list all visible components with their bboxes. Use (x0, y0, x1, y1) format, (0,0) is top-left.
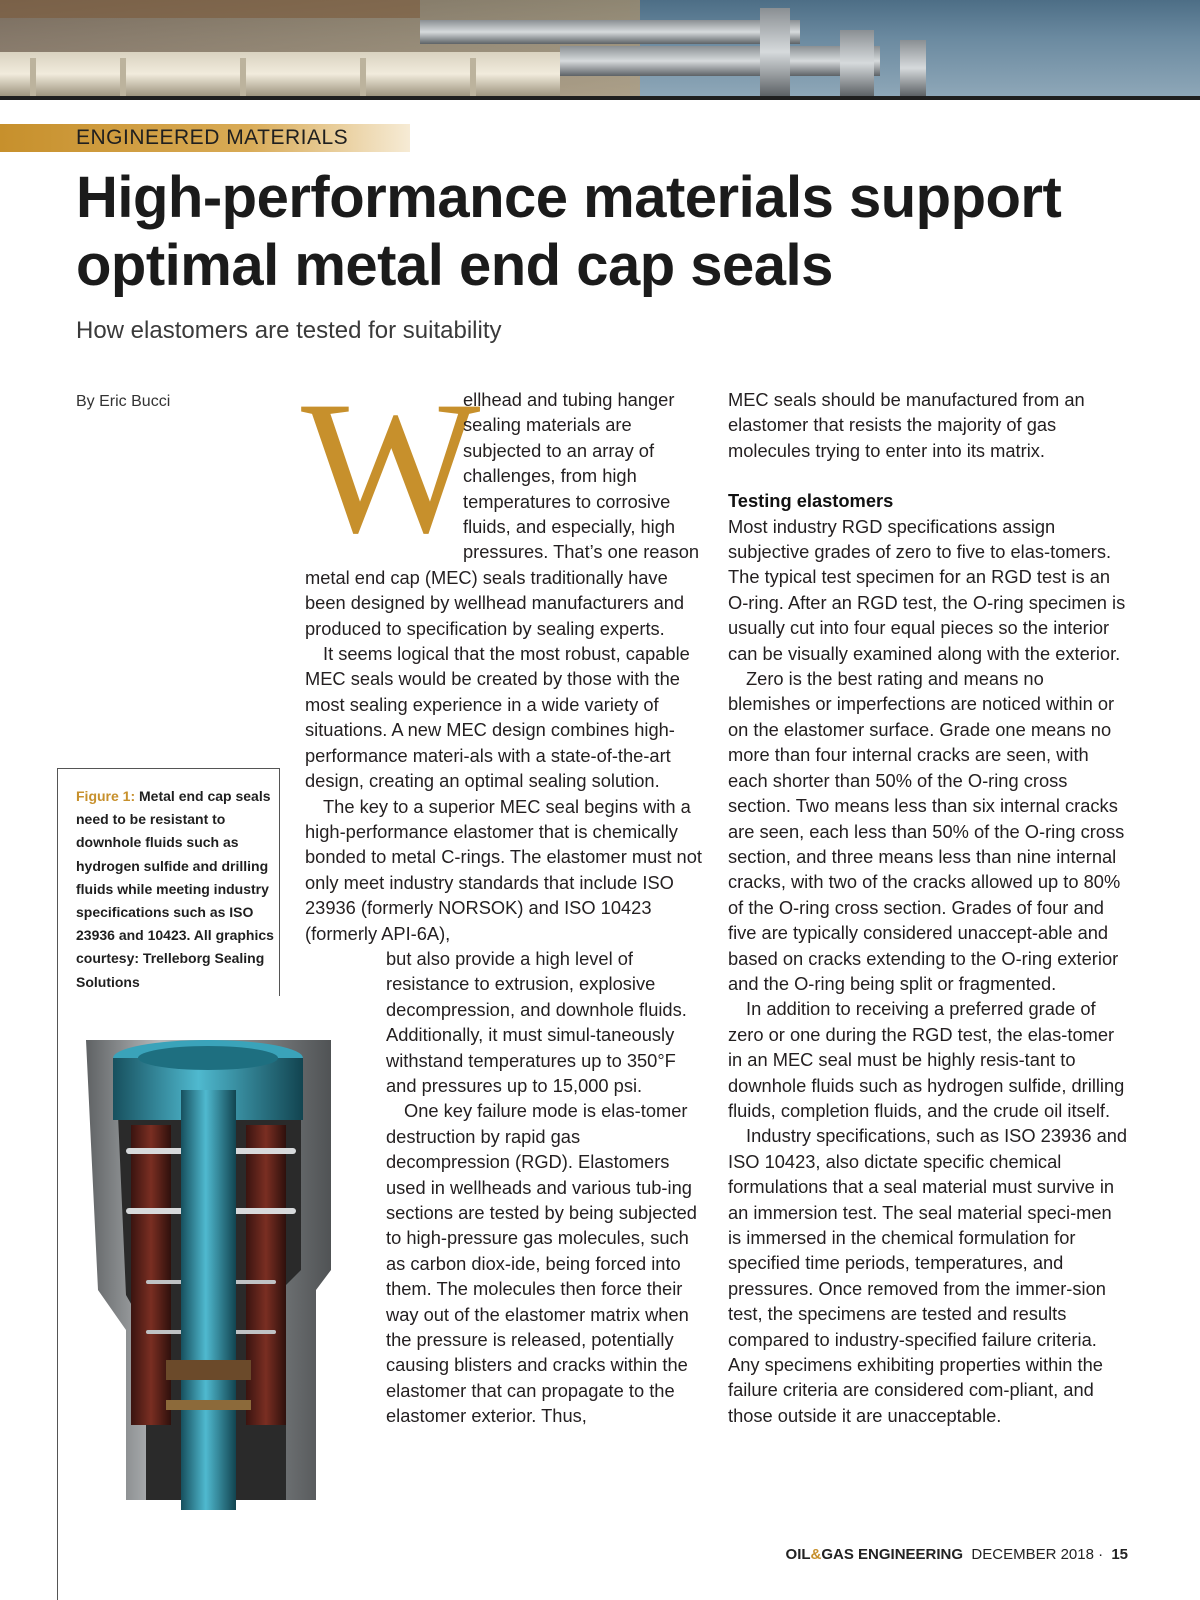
figure-label: Figure 1: (76, 788, 136, 804)
byline: By Eric Bucci (76, 393, 171, 410)
footer-separator: · (1098, 1546, 1104, 1563)
section-tag (0, 124, 410, 152)
brand-part-2: GAS ENGINEERING (821, 1546, 964, 1563)
section-heading-testing: Testing elastomers (728, 490, 894, 512)
drop-cap: W (301, 363, 481, 573)
article-column-2 (728, 387, 1128, 1428)
section-tag-label: ENGINEERED MATERIALS (76, 126, 349, 149)
subtitle: How elastomers are tested for suitability (76, 317, 502, 344)
issue-date: DECEMBER 2018 (971, 1546, 1094, 1563)
paragraph-6: Most industry RGD specifications assign subjective grades of zero to five to elas-tomers. The typical test specimen for an RGD test is an O-ring. After an RGD test, the O-ring specimen is usually cut into four equal pieces so the interior can be visually examined along with the exterior. (728, 515, 1126, 664)
publication-name (786, 1546, 964, 1563)
paragraph-5: MEC seals should be manufactured from an elastomer that resists the majority of gas molecules trying to enter into its matrix. (728, 389, 1085, 461)
brand-ampersand: & (810, 1546, 822, 1563)
paragraph-9: Industry specifications, such as ISO 23936 and ISO 10423, also dictate specific chemical formulations that a seal material must survive in an immersion test. The seal material speci-men is immersed in the chemical formulation for specified time periods, temperatures, and pressures. Once removed from the immer-sion test, the specimens are tested and results compared to industry-specified failure criteria. Any specimens exhibiting properties within the failure criteria are considered com-pliant, and those outside it are unacceptable. (728, 1125, 1128, 1426)
margin-rule (57, 768, 58, 1600)
header-photo (0, 0, 1200, 96)
article-column-1 (301, 363, 703, 1429)
paragraph-7: Zero is the best rating and means no blemishes or imperfections are noticed within or on the elastomer surface. Grade one means no more than four internal cracks are seen, with each shorter than 50% of the O-ring cross section. Two means less than six internal cracks are seen, each less than 50% of the O-ring cross section, and three means less than nine internal cracks, with two of the cracks allowed up to 80% of the O-ring cross section. Grades of four and five are typically considered unaccept-able and based on cracks extending to the O-ring exterior and the O-ring being split or fragmented. (728, 668, 1125, 994)
figure-caption (76, 785, 281, 994)
page-footer (786, 1546, 1128, 1563)
paragraph-4: One key failure mode is elas-tomer destruction by rapid gas decompression (RGD). Elastomers used in wellheads and various tub-ing sections are tested by being subjected to high-pressure gas molecules, such as carbon diox-ide, being forced into them. The molecules then force their way out of the elastomer matrix when the pressure is released, potentially causing blisters and cracks within the elastomer that can propagate to the elastomer exterior. Thus, (386, 1100, 697, 1427)
page-title (76, 164, 1176, 300)
title-line-1: High-performance materials support (76, 165, 1062, 230)
pipes-illustration (0, 0, 1200, 96)
caption-rule-top (57, 768, 279, 769)
paragraph-3: The key to a superior MEC seal begins with a high-performance elastomer that is chemically bonded to metal C-rings. The elastomer must not only meet industry standards that include ISO 23936 (formerly NORSOK) and ISO 10423 (formerly API-6A), (305, 795, 702, 944)
paragraph-1-text: ellhead and tubing hanger sealing materials are subjected to an array of challenges, from high temperatures to corrosive fluids, and especially, high pressures. That’s one reason metal end cap (MEC) seals traditionally have been designed by wellhead manufacturers and produced to specification by sealing experts. (305, 389, 700, 639)
header-divider (0, 96, 1200, 100)
page-number: 15 (1111, 1546, 1128, 1563)
figure-caption-text: Metal end cap seals need to be resistant to downhole fluids such as hydrogen sulfide and drilling fluids while meeting industry specifications such as ISO 23936 and 10423. All graphics courtesy: Trelleborg Sealing Solutions (76, 788, 274, 990)
paragraph-3-continued: but also provide a high level of resistance to extrusion, explosive decompression, and downhole fluids. Additionally, it must simul-taneously withstand temperatures up to 350°F and pressures up to 15,000 psi. (386, 947, 687, 1096)
paragraph-2: It seems logical that the most robust, capable MEC seals would be created by those with the most sealing experience in a wide variety of situations. A new MEC design combines high-performance materi-als with a state-of-the-art design, creating an optimal sealing solution. (305, 643, 690, 792)
paragraph-8: In addition to receiving a preferred grade of zero or one during the RGD test, the elas-tomer in an MEC seal must be highly resis-tant to downhole fluids such as hydrogen sulfide, drilling fluids, completion fluids, and the crude oil itself. (728, 998, 1125, 1121)
title-line-2: optimal metal end cap seals (76, 233, 833, 298)
paragraph-1 (301, 363, 703, 641)
brand-part-1: OIL (785, 1546, 811, 1563)
